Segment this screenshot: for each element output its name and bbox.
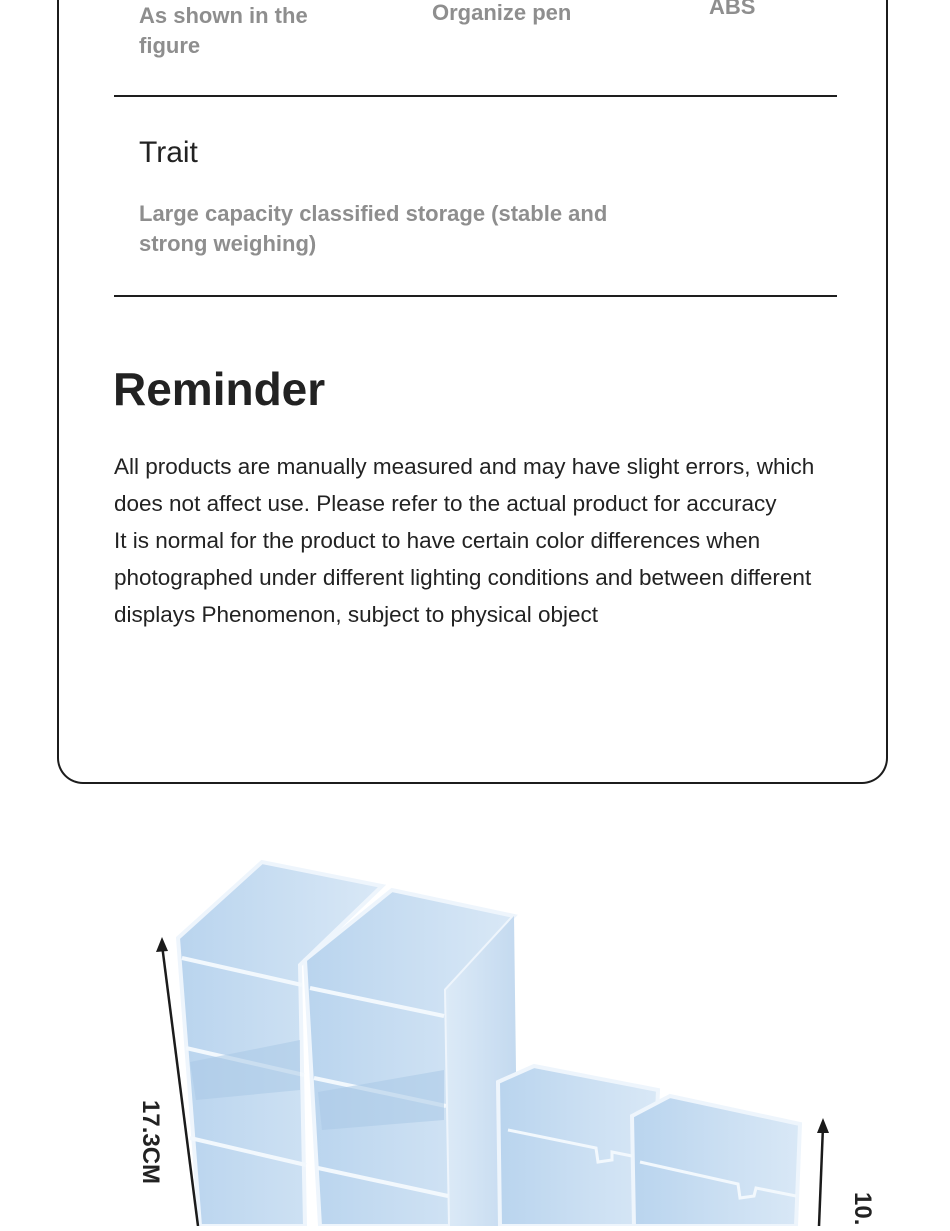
reminder-title: Reminder [113, 363, 326, 415]
reminder-paragraph: All products are manually measured and may have slight errors, which does not affect use. Please refer to the actual product for accuracy [114, 454, 815, 516]
trait-title: Trait [139, 136, 198, 169]
reminder-paragraph: It is normal for the product to have certain color differences when photographed under different lighting conditions and between different displays Phenomenon, subject to physical object [114, 528, 812, 627]
material-value: ABS [709, 0, 756, 19]
divider [114, 295, 837, 297]
product-image [0, 800, 950, 1226]
small-height-label: 10. [849, 1192, 876, 1226]
divider [114, 95, 837, 97]
height-label: 17.3CM [137, 1100, 164, 1185]
color-value: As shown in the figure [139, 3, 308, 58]
trait-text: Large capacity classified storage (stable and strong weighing) [139, 201, 608, 256]
reminder-text [114, 448, 844, 633]
use-value: Organize pen [432, 0, 572, 25]
